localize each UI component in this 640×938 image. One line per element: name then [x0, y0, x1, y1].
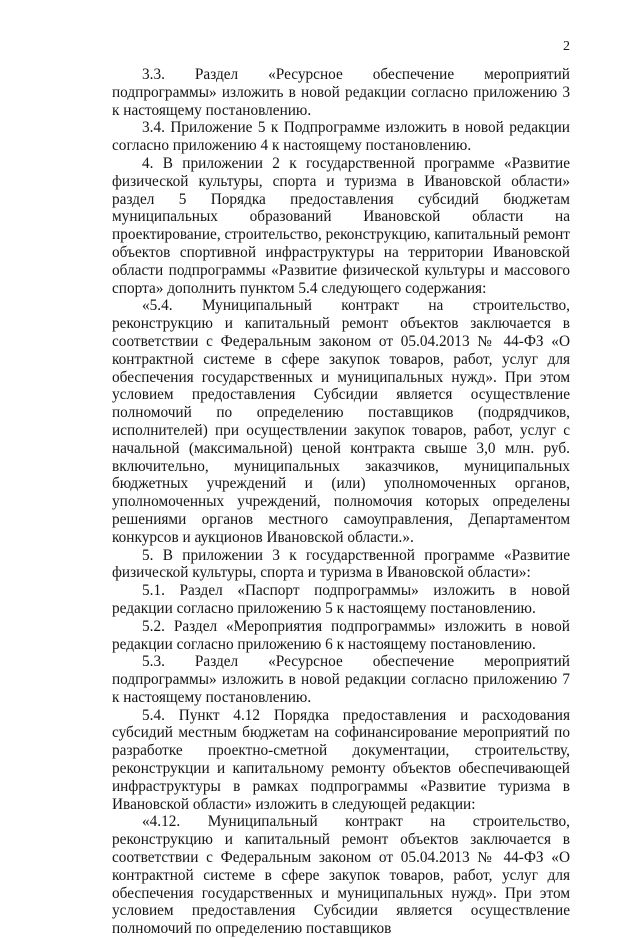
document-body	[112, 66, 570, 938]
paragraph-5-4: 5.4. Пункт 4.12 Порядка предоставления и расходования субсидий местным бюджетам на софинансирование мероприятий по разработке проектно-сметной документации, строительству, реконструкции и капитальному ремонту объектов обеспечивающей инфраструктуры в рамках подпрограммы «Развитие туризма в Ивановской области» изложить в следующей редакции:	[112, 706, 570, 813]
paragraph-5-3: 5.3. Раздел «Ресурсное обеспечение мероприятий подпрограммы» изложить в новой редакции согласно приложению 7 к настоящему постановлению.	[112, 653, 570, 706]
paragraph-4-12-quote: «4.12. Муниципальный контракт на строительство, реконструкцию и капитальный ремонт объектов заключается в соответствии с Федеральным законом от 05.04.2013 № 44-ФЗ «О контрактной системе в сфере закупок товаров, работ, услуг для обеспечения государственных и муниципальных нужд». При этом условием предоставления Субсидии является осуществление полномочий по определению поставщиков	[112, 813, 570, 938]
paragraph-3-4: 3.4. Приложение 5 к Подпрограмме изложить в новой редакции согласно приложению 4 к настоящему постановлению.	[112, 119, 570, 155]
paragraph-3-3: 3.3. Раздел «Ресурсное обеспечение мероприятий подпрограммы» изложить в новой редакции согласно приложению 3 к настоящему постановлению.	[112, 66, 570, 119]
paragraph-4: 4. В приложении 2 к государственной программе «Развитие физической культуры, спорта и туризма в Ивановской области» раздел 5 Порядка предоставления субсидий бюджетам муниципальных образований Ивановской области на проектирование, строительство, реконструкцию, капитальный ремонт объектов спортивной инфраструктуры на территории Ивановской области подпрограммы «Развитие физической культуры и массового спорта» дополнить пунктом 5.4 следующего содержания:	[112, 154, 570, 297]
paragraph-5-4-quote: «5.4. Муниципальный контракт на строительство, реконструкцию и капитальный ремонт объектов заключается в соответствии с Федеральным законом от 05.04.2013 № 44-ФЗ «О контрактной системе в сфере закупок товаров, работ, услуг для обеспечения государственных и муниципальных нужд». При этом условием предоставления Субсидии является осуществление полномочий по определению поставщиков (подрядчиков, исполнителей) при осуществлении закупок товаров, работ, услуг с начальной (максимальной) ценой контракта свыше 3,0 млн. руб. включительно, муниципальных заказчиков, муниципальных бюджетных учреждений и (или) уполномоченных органов, уполномоченных учреждений, полномочия которых определены решениями органов местного самоуправления, Департаментом конкурсов и аукционов Ивановской области.».	[112, 297, 570, 546]
paragraph-5-1: 5.1. Раздел «Паспорт подпрограммы» изложить в новой редакции согласно приложению 5 к настоящему постановлению.	[112, 582, 570, 617]
paragraph-5: 5. В приложении 3 к государственной программе «Развитие физической культуры, спорта и туризма в Ивановской области»:	[112, 546, 570, 582]
paragraph-5-2: 5.2. Раздел «Мероприятия подпрограммы» изложить в новой редакции согласно приложению 6 к настоящему постановлению.	[112, 617, 570, 653]
page-number: 2	[563, 39, 570, 54]
